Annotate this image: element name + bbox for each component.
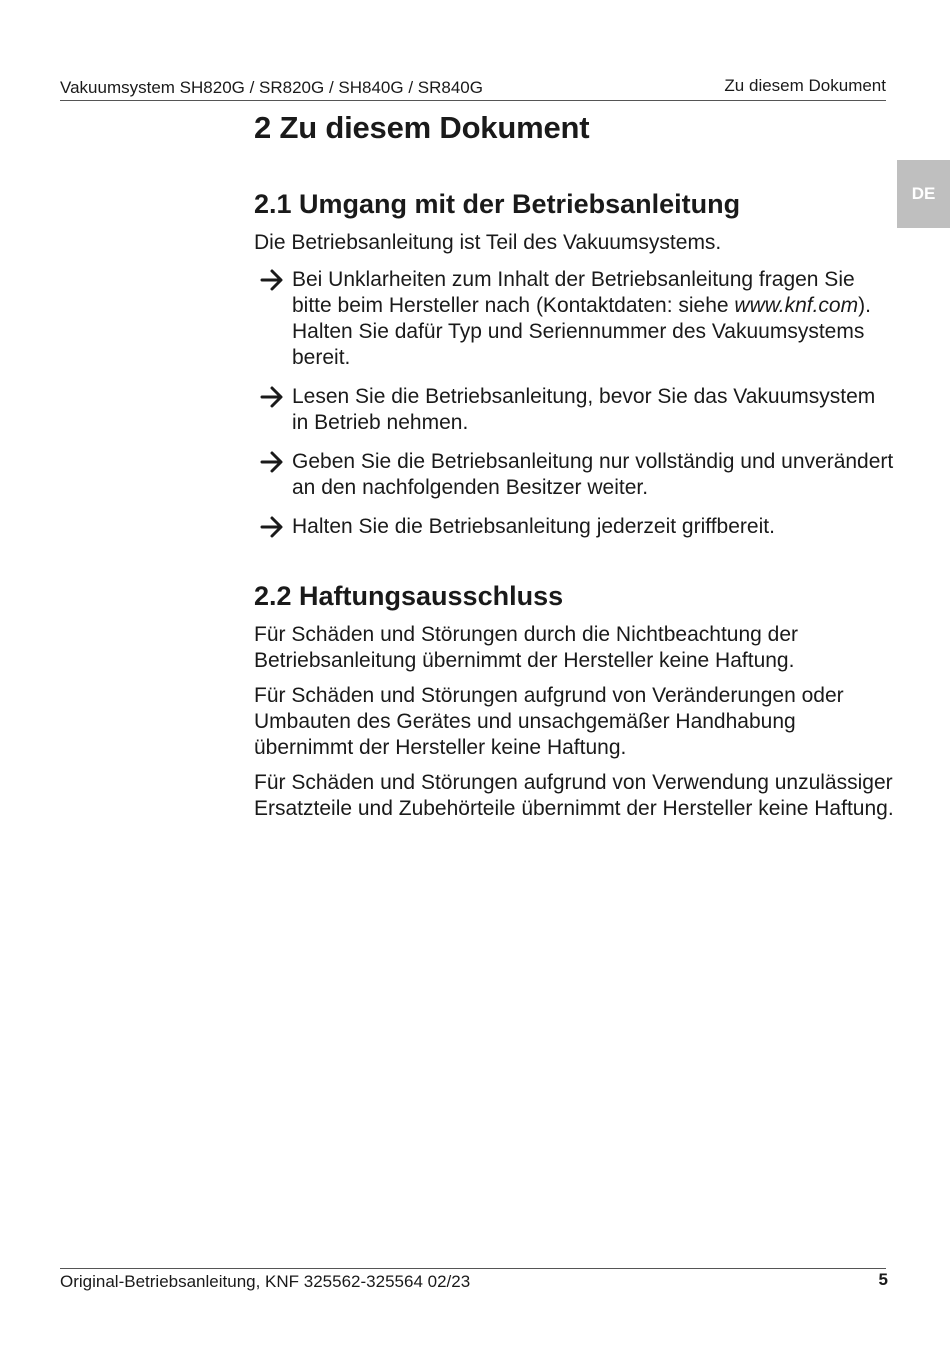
instruction-text: Lesen Sie die Betriebsanleitung, bevor Sie das Vakuumsystem in Betrieb nehmen. [292,385,876,434]
arrow-right-icon [260,384,286,410]
section-title-usage: 2.1 Umgang mit der Betriebsanleitung [254,189,741,219]
page-number: 5 [878,1270,888,1289]
header-chapter-title: Zu diesem Dokument [724,76,886,95]
website-link[interactable]: www.knf.com [734,294,859,317]
instruction-step [254,449,894,501]
section-liability [254,578,894,822]
arrow-right-icon [260,449,286,475]
header-product-title: Vakuumsystem SH820G / SR820G / SH840G / SR840G [60,78,483,97]
chapter-title: 2 Zu diesem Dokument [254,110,590,145]
instruction-step [254,384,894,436]
section-usage-intro: Die Betriebsanleitung ist Teil des Vakuumsystems. [254,231,722,254]
section-usage [254,186,894,540]
instruction-text: Halten Sie die Betriebsanleitung jederzeit griffbereit. [292,515,775,538]
liability-paragraph: Für Schäden und Störungen aufgrund von Veränderungen oder Umbauten des Gerätes und unsachgemäßer Handhabung übernimmt der Hersteller keine Haftung. [254,684,844,759]
instruction-text: Geben Sie die Betriebsanleitung nur vollständig und unverändert an den nachfolgenden Besitzer weiter. [292,450,894,499]
instruction-step [254,267,894,371]
language-tab: DE [897,160,950,228]
section-title-liability: 2.2 Haftungsausschluss [254,581,564,611]
instruction-text-start: Bei Unklarheiten zum Inhalt der Betriebsanleitung fragen Sie bitte beim Hersteller nach (Kontaktdaten: siehe [292,268,855,317]
header-divider [60,100,886,101]
instruction-step [254,514,894,540]
arrow-right-icon [260,514,286,540]
main-content [254,108,894,822]
footer-document-id: Original-Betriebsanleitung, KNF 325562-325564 02/23 [60,1272,471,1291]
arrow-right-icon [260,267,286,293]
instruction-text-end: ). Halten Sie dafür Typ und Seriennummer des Vakuumsystems bereit. [292,294,871,369]
instruction-list [254,267,894,540]
liability-paragraph: Für Schäden und Störungen aufgrund von Verwendung unzulässiger Ersatzteile und Zubehörteile übernimmt der Hersteller keine Haftung. [254,771,894,820]
footer-divider [60,1268,886,1269]
liability-paragraph: Für Schäden und Störungen durch die Nichtbeachtung der Betriebsanleitung übernimmt der Hersteller keine Haftung. [254,623,799,672]
